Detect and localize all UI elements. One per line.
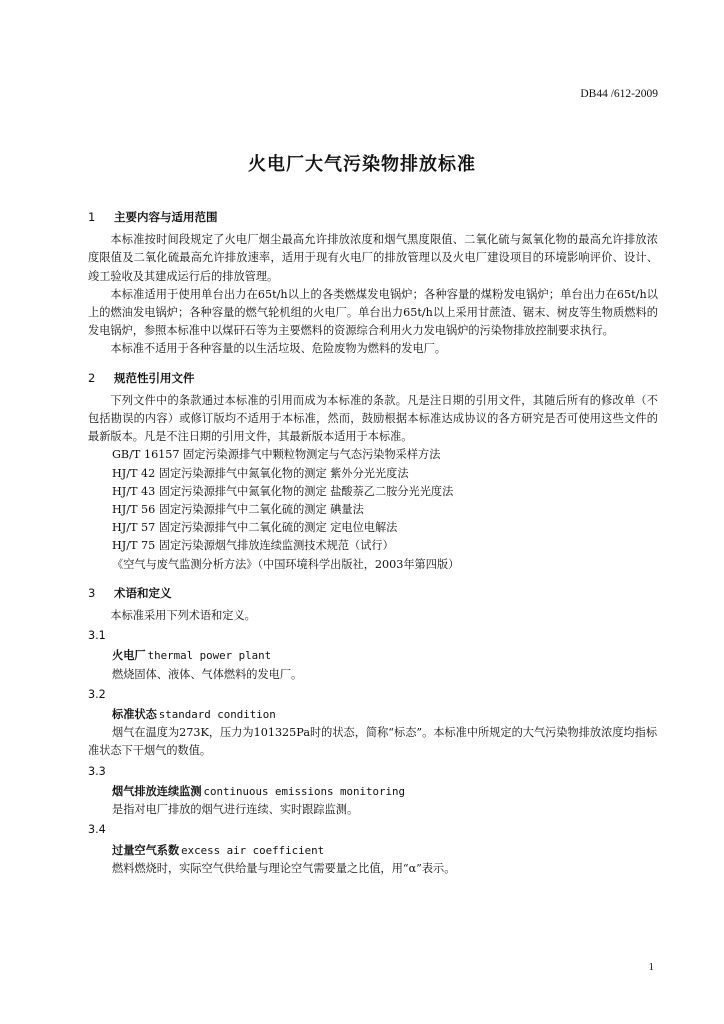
term-name xyxy=(88,842,658,860)
section-terms-definitions xyxy=(88,584,658,878)
section-title: 术语和定义 xyxy=(114,585,172,600)
term-name xyxy=(88,706,658,724)
reference-item: HJ/T 43 固定污染源排气中氮氧化物的测定 盐酸萘乙二胺分光光度法 xyxy=(112,484,454,498)
paragraph: 本标准不适用于各种容量的以生活垃圾、危险废物为燃料的发电厂。 xyxy=(110,342,447,356)
term-definition: 燃烧固体、液体、气体燃料的发电厂。 xyxy=(112,667,303,681)
section-number: 2 xyxy=(88,370,96,385)
term-name-zh: 烟气排放连续监测 xyxy=(112,784,202,798)
section-normative-references xyxy=(88,369,658,574)
section-title: 主要内容与适用范围 xyxy=(114,210,218,224)
term-number: 3.2 xyxy=(88,687,106,701)
term-definition: 烟气在温度为273K，压力为101325Pa时的状态，简称“标态”。本标准中所规定的大气污染物排放浓度均指标准状态下干烟气的数值。 xyxy=(88,726,658,758)
paragraph: 本标准按时间段规定了火电厂烟尘最高允许排放浓度和烟气黑度限值、二氧化硫与氮氧化物的最高允许排放浓度限值及二氧化硫最高允许排放速率，适用于现有火电厂的排放管理以及火电厂建设项目的环境影响评价、设计、竣工验收及其建成运行后的排放管理。 xyxy=(88,233,658,283)
section-scope xyxy=(88,208,658,359)
reference-item: HJ/T 57 固定污染源排气中二氧化硫的测定 定电位电解法 xyxy=(112,521,398,535)
term-name-en: continuous emissions monitoring xyxy=(203,784,406,798)
document-title: 火电厂大气污染物排放标准 xyxy=(248,154,476,175)
term-name-en: thermal power plant xyxy=(147,649,272,663)
reference-item: 《空气与废气监测分析方法》（中国环境科学出版社，2003年第四版） xyxy=(112,557,460,571)
section-heading xyxy=(88,369,658,387)
term-name xyxy=(88,647,658,665)
reference-item: GB/T 16157 固定污染源排气中颗粒物测定与气态污染物采样方法 xyxy=(112,448,441,462)
page-number: 1 xyxy=(648,961,654,973)
term-name-zh: 过量空气系数 xyxy=(112,843,180,857)
term-definition: 是指对电厂排放的烟气进行连续、实时跟踪监测。 xyxy=(112,803,359,817)
section-title: 规范性引用文件 xyxy=(114,370,195,385)
reference-item: HJ/T 56 固定污染源排气中二氧化硫的测定 碘量法 xyxy=(112,503,364,517)
section-number: 3 xyxy=(88,585,96,600)
term-number: 3.3 xyxy=(88,764,106,778)
term-name xyxy=(88,783,658,801)
term-name-en: standard condition xyxy=(158,708,276,722)
term-number: 3.4 xyxy=(88,823,106,837)
paragraph: 下列文件中的条款通过本标准的引用而成为本标准的条款。凡是注日期的引用文件，其随后所有的修改单（不包括勘误的内容）或修订版均不适用于本标准，然而，鼓励根据本标准达成协议的各方研究是否可使用这些文件的最新版本。凡是不注日期的引用文件，其最新版本适用于本标准。 xyxy=(88,393,658,444)
document-body xyxy=(88,208,658,888)
term-name-zh: 标准状态 xyxy=(112,708,157,722)
term-name-en: excess air coefficient xyxy=(181,843,325,857)
paragraph: 本标准适用于使用单台出力在65t/h以上的各类燃煤发电锅炉；各种容量的煤粉发电锅炉；单台出力在65t/h以上的燃油发电锅炉；各种容量的燃气轮机组的火电厂。单台出力65t/h以上采用甘蔗渣、锯末、树皮等生物质燃料的发电锅炉，参照本标准中以煤矸石等为主要燃料的资源综合利用火力发电锅炉的污染物排放控制要求执行。 xyxy=(88,287,658,338)
reference-item: HJ/T 75 固定污染源烟气排放连续监测技术规范（试行） xyxy=(112,539,394,553)
section-heading xyxy=(88,584,658,602)
section-number: 1 xyxy=(88,210,96,224)
term-definition: 燃料燃烧时，实际空气供给量与理论空气需要量之比值，用“α”表示。 xyxy=(112,861,456,875)
section-heading xyxy=(88,208,658,226)
reference-item: HJ/T 42 固定污染源排气中氮氧化物的测定 紫外分光光度法 xyxy=(112,466,409,480)
document-code: DB44 /612-2009 xyxy=(580,88,658,100)
paragraph: 本标准采用下列术语和定义。 xyxy=(110,609,256,623)
term-number: 3.1 xyxy=(88,629,106,643)
term-name-zh: 火电厂 xyxy=(112,649,146,663)
reference-list xyxy=(88,446,658,573)
